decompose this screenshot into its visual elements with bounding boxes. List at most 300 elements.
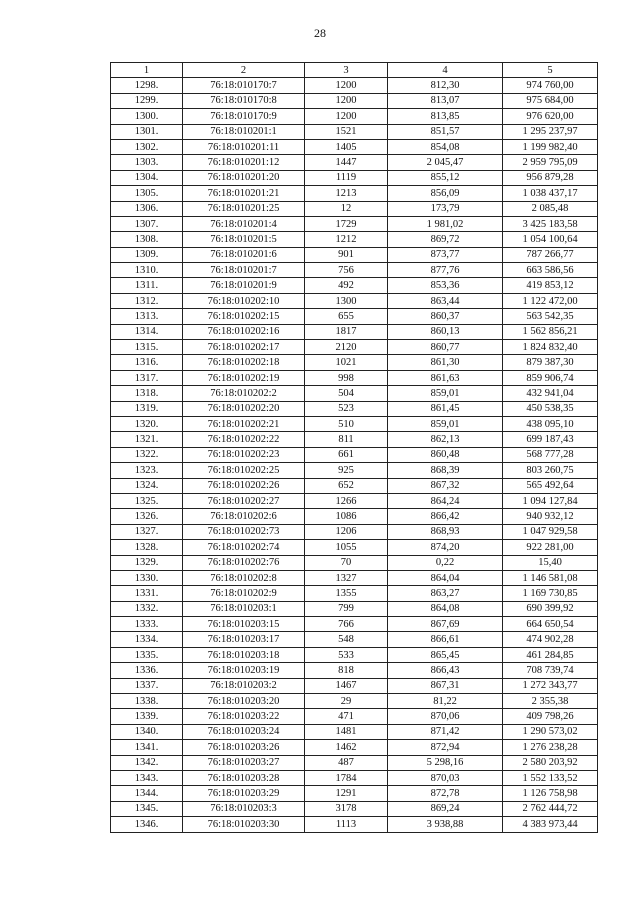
table-row bbox=[111, 555, 598, 570]
row-number-cell: 1318. bbox=[111, 386, 183, 401]
value-cell: 461 284,85 bbox=[503, 647, 598, 662]
area-cell: 655 bbox=[305, 309, 388, 324]
area-cell: 1300 bbox=[305, 293, 388, 308]
value-cell: 1 126 758,98 bbox=[503, 786, 598, 801]
row-number-cell: 1306. bbox=[111, 201, 183, 216]
table-row bbox=[111, 370, 598, 385]
cadastral-number-cell: 76:18:010203:20 bbox=[183, 694, 305, 709]
row-number-cell: 1309. bbox=[111, 247, 183, 262]
row-number-cell: 1316. bbox=[111, 355, 183, 370]
area-cell: 533 bbox=[305, 647, 388, 662]
table-row bbox=[111, 463, 598, 478]
cadastral-number-cell: 76:18:010201:4 bbox=[183, 216, 305, 231]
area-cell: 1206 bbox=[305, 524, 388, 539]
area-cell: 1055 bbox=[305, 540, 388, 555]
row-number-cell: 1311. bbox=[111, 278, 183, 293]
cadastral-number-cell: 76:18:010202:19 bbox=[183, 370, 305, 385]
table-row bbox=[111, 186, 598, 201]
table-header-row bbox=[111, 63, 598, 78]
rate-cell: 864,08 bbox=[388, 601, 503, 616]
area-cell: 998 bbox=[305, 370, 388, 385]
table-row bbox=[111, 755, 598, 770]
value-cell: 1 552 133,52 bbox=[503, 770, 598, 785]
row-number-cell: 1328. bbox=[111, 540, 183, 555]
table-row bbox=[111, 447, 598, 462]
rate-cell: 813,85 bbox=[388, 109, 503, 124]
cadastral-number-cell: 76:18:010203:26 bbox=[183, 740, 305, 755]
row-number-cell: 1333. bbox=[111, 617, 183, 632]
value-cell: 2 580 203,92 bbox=[503, 755, 598, 770]
row-number-cell: 1317. bbox=[111, 370, 183, 385]
area-cell: 523 bbox=[305, 401, 388, 416]
cadastral-number-cell: 76:18:010201:7 bbox=[183, 263, 305, 278]
cadastral-number-cell: 76:18:010202:22 bbox=[183, 432, 305, 447]
area-cell: 1200 bbox=[305, 78, 388, 93]
rate-cell: 867,32 bbox=[388, 478, 503, 493]
row-number-cell: 1338. bbox=[111, 694, 183, 709]
value-cell: 1 094 127,84 bbox=[503, 493, 598, 508]
rate-cell: 866,43 bbox=[388, 663, 503, 678]
cadastral-number-cell: 76:18:010202:76 bbox=[183, 555, 305, 570]
value-cell: 565 492,64 bbox=[503, 478, 598, 493]
value-cell: 699 187,43 bbox=[503, 432, 598, 447]
value-cell: 563 542,35 bbox=[503, 309, 598, 324]
table-row bbox=[111, 155, 598, 170]
cadastral-number-cell: 76:18:010203:1 bbox=[183, 601, 305, 616]
cadastral-number-cell: 76:18:010170:8 bbox=[183, 93, 305, 108]
area-cell: 925 bbox=[305, 463, 388, 478]
area-cell: 766 bbox=[305, 617, 388, 632]
area-cell: 1729 bbox=[305, 216, 388, 231]
cadastral-number-cell: 76:18:010203:27 bbox=[183, 755, 305, 770]
value-cell: 859 906,74 bbox=[503, 370, 598, 385]
cadastral-number-cell: 76:18:010201:25 bbox=[183, 201, 305, 216]
table-row bbox=[111, 801, 598, 816]
table-row bbox=[111, 601, 598, 616]
table-body bbox=[111, 78, 598, 832]
rate-cell: 867,69 bbox=[388, 617, 503, 632]
area-cell: 1200 bbox=[305, 109, 388, 124]
value-cell: 803 260,75 bbox=[503, 463, 598, 478]
value-cell: 1 122 472,00 bbox=[503, 293, 598, 308]
area-cell: 1405 bbox=[305, 139, 388, 154]
value-cell: 940 932,12 bbox=[503, 509, 598, 524]
area-cell: 29 bbox=[305, 694, 388, 709]
table-row bbox=[111, 478, 598, 493]
row-number-cell: 1320. bbox=[111, 416, 183, 431]
rate-cell: 865,45 bbox=[388, 647, 503, 662]
table-row bbox=[111, 786, 598, 801]
rate-cell: 859,01 bbox=[388, 386, 503, 401]
table-row bbox=[111, 201, 598, 216]
row-number-cell: 1343. bbox=[111, 770, 183, 785]
row-number-cell: 1331. bbox=[111, 586, 183, 601]
area-cell: 1291 bbox=[305, 786, 388, 801]
area-cell: 799 bbox=[305, 601, 388, 616]
cadastral-number-cell: 76:18:010202:15 bbox=[183, 309, 305, 324]
area-cell: 756 bbox=[305, 263, 388, 278]
row-number-cell: 1322. bbox=[111, 447, 183, 462]
value-cell: 974 760,00 bbox=[503, 78, 598, 93]
table-row bbox=[111, 263, 598, 278]
rate-cell: 853,36 bbox=[388, 278, 503, 293]
cadastral-number-cell: 76:18:010203:18 bbox=[183, 647, 305, 662]
area-cell: 1200 bbox=[305, 93, 388, 108]
row-number-cell: 1319. bbox=[111, 401, 183, 416]
area-cell: 818 bbox=[305, 663, 388, 678]
rate-cell: 81,22 bbox=[388, 694, 503, 709]
row-number-cell: 1323. bbox=[111, 463, 183, 478]
table-row bbox=[111, 232, 598, 247]
table-row bbox=[111, 570, 598, 585]
value-cell: 2 762 444,72 bbox=[503, 801, 598, 816]
rate-cell: 3 938,88 bbox=[388, 817, 503, 832]
value-cell: 1 146 581,08 bbox=[503, 570, 598, 585]
rate-cell: 851,57 bbox=[388, 124, 503, 139]
table-row bbox=[111, 401, 598, 416]
cadastral-number-cell: 76:18:010202:17 bbox=[183, 340, 305, 355]
row-number-cell: 1305. bbox=[111, 186, 183, 201]
row-number-cell: 1304. bbox=[111, 170, 183, 185]
area-cell: 1467 bbox=[305, 678, 388, 693]
row-number-cell: 1325. bbox=[111, 493, 183, 508]
row-number-cell: 1315. bbox=[111, 340, 183, 355]
row-number-cell: 1341. bbox=[111, 740, 183, 755]
table-row bbox=[111, 278, 598, 293]
value-cell: 922 281,00 bbox=[503, 540, 598, 555]
rate-cell: 868,39 bbox=[388, 463, 503, 478]
value-cell: 2 085,48 bbox=[503, 201, 598, 216]
row-number-cell: 1308. bbox=[111, 232, 183, 247]
area-cell: 471 bbox=[305, 709, 388, 724]
cadastral-number-cell: 76:18:010202:21 bbox=[183, 416, 305, 431]
rate-cell: 854,08 bbox=[388, 139, 503, 154]
table-row bbox=[111, 216, 598, 231]
rate-cell: 871,42 bbox=[388, 724, 503, 739]
row-number-cell: 1339. bbox=[111, 709, 183, 724]
value-cell: 438 095,10 bbox=[503, 416, 598, 431]
table-row bbox=[111, 540, 598, 555]
row-number-cell: 1301. bbox=[111, 124, 183, 139]
cadastral-number-cell: 76:18:010202:6 bbox=[183, 509, 305, 524]
area-cell: 1447 bbox=[305, 155, 388, 170]
area-cell: 1462 bbox=[305, 740, 388, 755]
rate-cell: 813,07 bbox=[388, 93, 503, 108]
table-row bbox=[111, 647, 598, 662]
value-cell: 1 562 856,21 bbox=[503, 324, 598, 339]
rate-cell: 863,44 bbox=[388, 293, 503, 308]
cadastral-number-cell: 76:18:010202:26 bbox=[183, 478, 305, 493]
rate-cell: 861,63 bbox=[388, 370, 503, 385]
area-cell: 1355 bbox=[305, 586, 388, 601]
rate-cell: 877,76 bbox=[388, 263, 503, 278]
area-cell: 12 bbox=[305, 201, 388, 216]
cadastral-number-cell: 76:18:010203:24 bbox=[183, 724, 305, 739]
row-number-cell: 1321. bbox=[111, 432, 183, 447]
cadastral-number-cell: 76:18:010202:9 bbox=[183, 586, 305, 601]
cadastral-number-cell: 76:18:010202:18 bbox=[183, 355, 305, 370]
row-number-cell: 1298. bbox=[111, 78, 183, 93]
row-number-cell: 1340. bbox=[111, 724, 183, 739]
value-cell: 787 266,77 bbox=[503, 247, 598, 262]
cadastral-number-cell: 76:18:010201:21 bbox=[183, 186, 305, 201]
value-cell: 708 739,74 bbox=[503, 663, 598, 678]
cadastral-number-cell: 76:18:010203:3 bbox=[183, 801, 305, 816]
table-row bbox=[111, 139, 598, 154]
area-cell: 492 bbox=[305, 278, 388, 293]
page-number: 28 bbox=[314, 26, 326, 40]
cadastral-number-cell: 76:18:010202:25 bbox=[183, 463, 305, 478]
cadastral-number-cell: 76:18:010203:15 bbox=[183, 617, 305, 632]
cadastral-number-cell: 76:18:010202:16 bbox=[183, 324, 305, 339]
row-number-cell: 1334. bbox=[111, 632, 183, 647]
rate-cell: 859,01 bbox=[388, 416, 503, 431]
rate-cell: 870,03 bbox=[388, 770, 503, 785]
rate-cell: 872,94 bbox=[388, 740, 503, 755]
rate-cell: 870,06 bbox=[388, 709, 503, 724]
cadastral-number-cell: 76:18:010203:19 bbox=[183, 663, 305, 678]
value-cell: 664 650,54 bbox=[503, 617, 598, 632]
rate-cell: 856,09 bbox=[388, 186, 503, 201]
row-number-cell: 1327. bbox=[111, 524, 183, 539]
value-cell: 1 272 343,77 bbox=[503, 678, 598, 693]
rate-cell: 869,72 bbox=[388, 232, 503, 247]
table-row bbox=[111, 586, 598, 601]
value-cell: 1 054 100,64 bbox=[503, 232, 598, 247]
row-number-cell: 1336. bbox=[111, 663, 183, 678]
row-number-cell: 1345. bbox=[111, 801, 183, 816]
rate-cell: 860,13 bbox=[388, 324, 503, 339]
value-cell: 568 777,28 bbox=[503, 447, 598, 462]
area-cell: 1817 bbox=[305, 324, 388, 339]
value-cell: 432 941,04 bbox=[503, 386, 598, 401]
cadastral-number-cell: 76:18:010201:5 bbox=[183, 232, 305, 247]
area-cell: 652 bbox=[305, 478, 388, 493]
table-row bbox=[111, 524, 598, 539]
row-number-cell: 1310. bbox=[111, 263, 183, 278]
row-number-cell: 1330. bbox=[111, 570, 183, 585]
row-number-cell: 1299. bbox=[111, 93, 183, 108]
rate-cell: 872,78 bbox=[388, 786, 503, 801]
cadastral-number-cell: 76:18:010203:22 bbox=[183, 709, 305, 724]
table-row bbox=[111, 724, 598, 739]
row-number-cell: 1342. bbox=[111, 755, 183, 770]
row-number-cell: 1326. bbox=[111, 509, 183, 524]
row-number-cell: 1324. bbox=[111, 478, 183, 493]
row-number-cell: 1312. bbox=[111, 293, 183, 308]
column-header: 2 bbox=[183, 63, 305, 78]
area-cell: 1784 bbox=[305, 770, 388, 785]
area-cell: 1086 bbox=[305, 509, 388, 524]
value-cell: 1 038 437,17 bbox=[503, 186, 598, 201]
value-cell: 1 295 237,97 bbox=[503, 124, 598, 139]
area-cell: 661 bbox=[305, 447, 388, 462]
value-cell: 1 047 929,58 bbox=[503, 524, 598, 539]
rate-cell: 864,04 bbox=[388, 570, 503, 585]
cadastral-number-cell: 76:18:010201:12 bbox=[183, 155, 305, 170]
value-cell: 1 290 573,02 bbox=[503, 724, 598, 739]
cadastral-number-cell: 76:18:010201:9 bbox=[183, 278, 305, 293]
table-row bbox=[111, 78, 598, 93]
column-header: 4 bbox=[388, 63, 503, 78]
area-cell: 811 bbox=[305, 432, 388, 447]
cadastral-number-cell: 76:18:010202:73 bbox=[183, 524, 305, 539]
cadastral-number-cell: 76:18:010201:20 bbox=[183, 170, 305, 185]
table-row bbox=[111, 416, 598, 431]
rate-cell: 874,20 bbox=[388, 540, 503, 555]
area-cell: 1212 bbox=[305, 232, 388, 247]
cadastral-number-cell: 76:18:010203:29 bbox=[183, 786, 305, 801]
cadastral-number-cell: 76:18:010203:17 bbox=[183, 632, 305, 647]
cadastral-number-cell: 76:18:010202:10 bbox=[183, 293, 305, 308]
rate-cell: 173,79 bbox=[388, 201, 503, 216]
area-cell: 1213 bbox=[305, 186, 388, 201]
table-row bbox=[111, 386, 598, 401]
row-number-cell: 1329. bbox=[111, 555, 183, 570]
area-cell: 1119 bbox=[305, 170, 388, 185]
table-row bbox=[111, 93, 598, 108]
row-number-cell: 1303. bbox=[111, 155, 183, 170]
rate-cell: 1 981,02 bbox=[388, 216, 503, 231]
table-row bbox=[111, 817, 598, 832]
table-row bbox=[111, 340, 598, 355]
cadastral-number-cell: 76:18:010202:8 bbox=[183, 570, 305, 585]
row-number-cell: 1337. bbox=[111, 678, 183, 693]
cadastral-number-cell: 76:18:010202:74 bbox=[183, 540, 305, 555]
area-cell: 1021 bbox=[305, 355, 388, 370]
table-row bbox=[111, 740, 598, 755]
value-cell: 1 276 238,28 bbox=[503, 740, 598, 755]
table-row bbox=[111, 247, 598, 262]
cadastral-number-cell: 76:18:010202:2 bbox=[183, 386, 305, 401]
rate-cell: 812,30 bbox=[388, 78, 503, 93]
rate-cell: 866,42 bbox=[388, 509, 503, 524]
rate-cell: 861,30 bbox=[388, 355, 503, 370]
row-number-cell: 1344. bbox=[111, 786, 183, 801]
data-table bbox=[110, 62, 598, 833]
rate-cell: 862,13 bbox=[388, 432, 503, 447]
value-cell: 3 425 183,58 bbox=[503, 216, 598, 231]
value-cell: 690 399,92 bbox=[503, 601, 598, 616]
value-cell: 2 959 795,09 bbox=[503, 155, 598, 170]
cadastral-number-cell: 76:18:010203:28 bbox=[183, 770, 305, 785]
table-row bbox=[111, 632, 598, 647]
rate-cell: 863,27 bbox=[388, 586, 503, 601]
rate-cell: 860,48 bbox=[388, 447, 503, 462]
table-row bbox=[111, 432, 598, 447]
table-row bbox=[111, 309, 598, 324]
rate-cell: 873,77 bbox=[388, 247, 503, 262]
row-number-cell: 1332. bbox=[111, 601, 183, 616]
area-cell: 70 bbox=[305, 555, 388, 570]
table-row bbox=[111, 170, 598, 185]
value-cell: 474 902,28 bbox=[503, 632, 598, 647]
value-cell: 975 684,00 bbox=[503, 93, 598, 108]
cadastral-number-cell: 76:18:010201:6 bbox=[183, 247, 305, 262]
row-number-cell: 1313. bbox=[111, 309, 183, 324]
rate-cell: 860,37 bbox=[388, 309, 503, 324]
value-cell: 15,40 bbox=[503, 555, 598, 570]
rate-cell: 864,24 bbox=[388, 493, 503, 508]
table-row bbox=[111, 709, 598, 724]
cadastral-number-cell: 76:18:010170:9 bbox=[183, 109, 305, 124]
cadastral-number-cell: 76:18:010170:7 bbox=[183, 78, 305, 93]
area-cell: 1327 bbox=[305, 570, 388, 585]
table-row bbox=[111, 694, 598, 709]
area-cell: 901 bbox=[305, 247, 388, 262]
rate-cell: 867,31 bbox=[388, 678, 503, 693]
table-row bbox=[111, 663, 598, 678]
rate-cell: 861,45 bbox=[388, 401, 503, 416]
column-header: 1 bbox=[111, 63, 183, 78]
rate-cell: 5 298,16 bbox=[388, 755, 503, 770]
cadastral-number-cell: 76:18:010201:11 bbox=[183, 139, 305, 154]
cadastral-number-cell: 76:18:010202:27 bbox=[183, 493, 305, 508]
value-cell: 409 798,26 bbox=[503, 709, 598, 724]
table-row bbox=[111, 355, 598, 370]
value-cell: 1 199 982,40 bbox=[503, 139, 598, 154]
row-number-cell: 1300. bbox=[111, 109, 183, 124]
area-cell: 1481 bbox=[305, 724, 388, 739]
row-number-cell: 1335. bbox=[111, 647, 183, 662]
value-cell: 4 383 973,44 bbox=[503, 817, 598, 832]
cadastral-number-cell: 76:18:010202:23 bbox=[183, 447, 305, 462]
cadastral-number-cell: 76:18:010203:2 bbox=[183, 678, 305, 693]
area-cell: 504 bbox=[305, 386, 388, 401]
table-row bbox=[111, 124, 598, 139]
cadastral-number-cell: 76:18:010203:30 bbox=[183, 817, 305, 832]
value-cell: 879 387,30 bbox=[503, 355, 598, 370]
table-row bbox=[111, 493, 598, 508]
row-number-cell: 1307. bbox=[111, 216, 183, 231]
table-row bbox=[111, 770, 598, 785]
rate-cell: 869,24 bbox=[388, 801, 503, 816]
table-row bbox=[111, 293, 598, 308]
value-cell: 1 824 832,40 bbox=[503, 340, 598, 355]
row-number-cell: 1346. bbox=[111, 817, 183, 832]
table-row bbox=[111, 109, 598, 124]
value-cell: 2 355,38 bbox=[503, 694, 598, 709]
value-cell: 663 586,56 bbox=[503, 263, 598, 278]
rate-cell: 0,22 bbox=[388, 555, 503, 570]
cadastral-number-cell: 76:18:010201:1 bbox=[183, 124, 305, 139]
value-cell: 419 853,12 bbox=[503, 278, 598, 293]
area-cell: 2120 bbox=[305, 340, 388, 355]
rate-cell: 860,77 bbox=[388, 340, 503, 355]
area-cell: 510 bbox=[305, 416, 388, 431]
area-cell: 3178 bbox=[305, 801, 388, 816]
table-row bbox=[111, 324, 598, 339]
rate-cell: 855,12 bbox=[388, 170, 503, 185]
value-cell: 1 169 730,85 bbox=[503, 586, 598, 601]
cadastral-number-cell: 76:18:010202:20 bbox=[183, 401, 305, 416]
row-number-cell: 1314. bbox=[111, 324, 183, 339]
rate-cell: 2 045,47 bbox=[388, 155, 503, 170]
table-row bbox=[111, 678, 598, 693]
area-cell: 487 bbox=[305, 755, 388, 770]
column-header: 3 bbox=[305, 63, 388, 78]
area-cell: 1521 bbox=[305, 124, 388, 139]
table-row bbox=[111, 509, 598, 524]
value-cell: 956 879,28 bbox=[503, 170, 598, 185]
table-row bbox=[111, 617, 598, 632]
area-cell: 1113 bbox=[305, 817, 388, 832]
area-cell: 1266 bbox=[305, 493, 388, 508]
row-number-cell: 1302. bbox=[111, 139, 183, 154]
area-cell: 548 bbox=[305, 632, 388, 647]
rate-cell: 866,61 bbox=[388, 632, 503, 647]
value-cell: 976 620,00 bbox=[503, 109, 598, 124]
